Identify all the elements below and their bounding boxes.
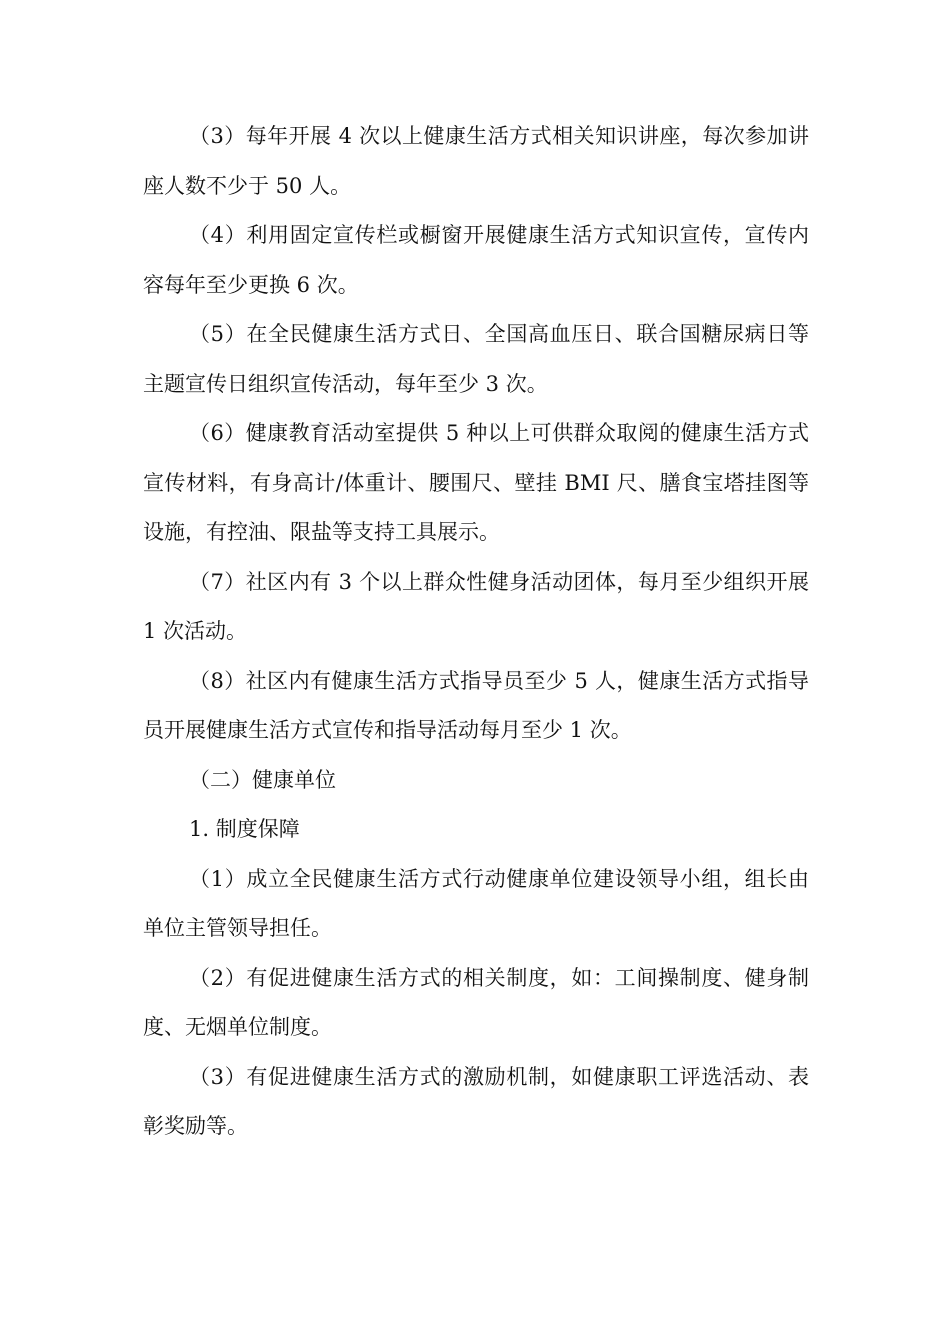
section-heading-healthy-units: （二）健康单位 [189,767,336,792]
paragraph-fitness-groups: （7）社区内有 3 个以上群众性健身活动团体，每月至少组织开展 1 次活动。 [143,569,809,643]
paragraph-incentive-mechanism: （3）有促进健康生活方式的激励机制，如健康职工评选活动、表彰奖励等。 [143,1064,809,1138]
paragraph-leading-group: （1）成立全民健康生活方式行动健康单位建设领导小组，组长由单位主管领导担任。 [143,866,809,940]
paragraph-bulletin-board: （4）利用固定宣传栏或橱窗开展健康生活方式知识宣传，宣传内容每年至少更换 6 次。 [143,223,809,297]
paragraph-theme-days: （5）在全民健康生活方式日、全国高血压日、联合国糖尿病日等主题宣传日组织宣传活动，每年至少 3 次。 [143,322,809,396]
document-body [143,112,809,1152]
paragraph-activity-room: （6）健康教育活动室提供 5 种以上可供群众取阅的健康生活方式宣传材料，有身高计/体重计、腰围尺、壁挂 BMI 尺、膳食宝塔挂图等设施，有控油、限盐等支持工具展示。 [143,421,809,544]
paragraph-lectures: （3）每年开展 4 次以上健康生活方式相关知识讲座，每次参加讲座人数不少于 50 人。 [143,124,809,198]
subsection-heading-system-guarantee: 1. 制度保障 [189,817,300,841]
paragraph-related-systems: （2）有促进健康生活方式的相关制度，如：工间操制度、健身制度、无烟单位制度。 [143,965,809,1039]
paragraph-instructors: （8）社区内有健康生活方式指导员至少 5 人，健康生活方式指导员开展健康生活方式宣传和指导活动每月至少 1 次。 [143,668,809,742]
